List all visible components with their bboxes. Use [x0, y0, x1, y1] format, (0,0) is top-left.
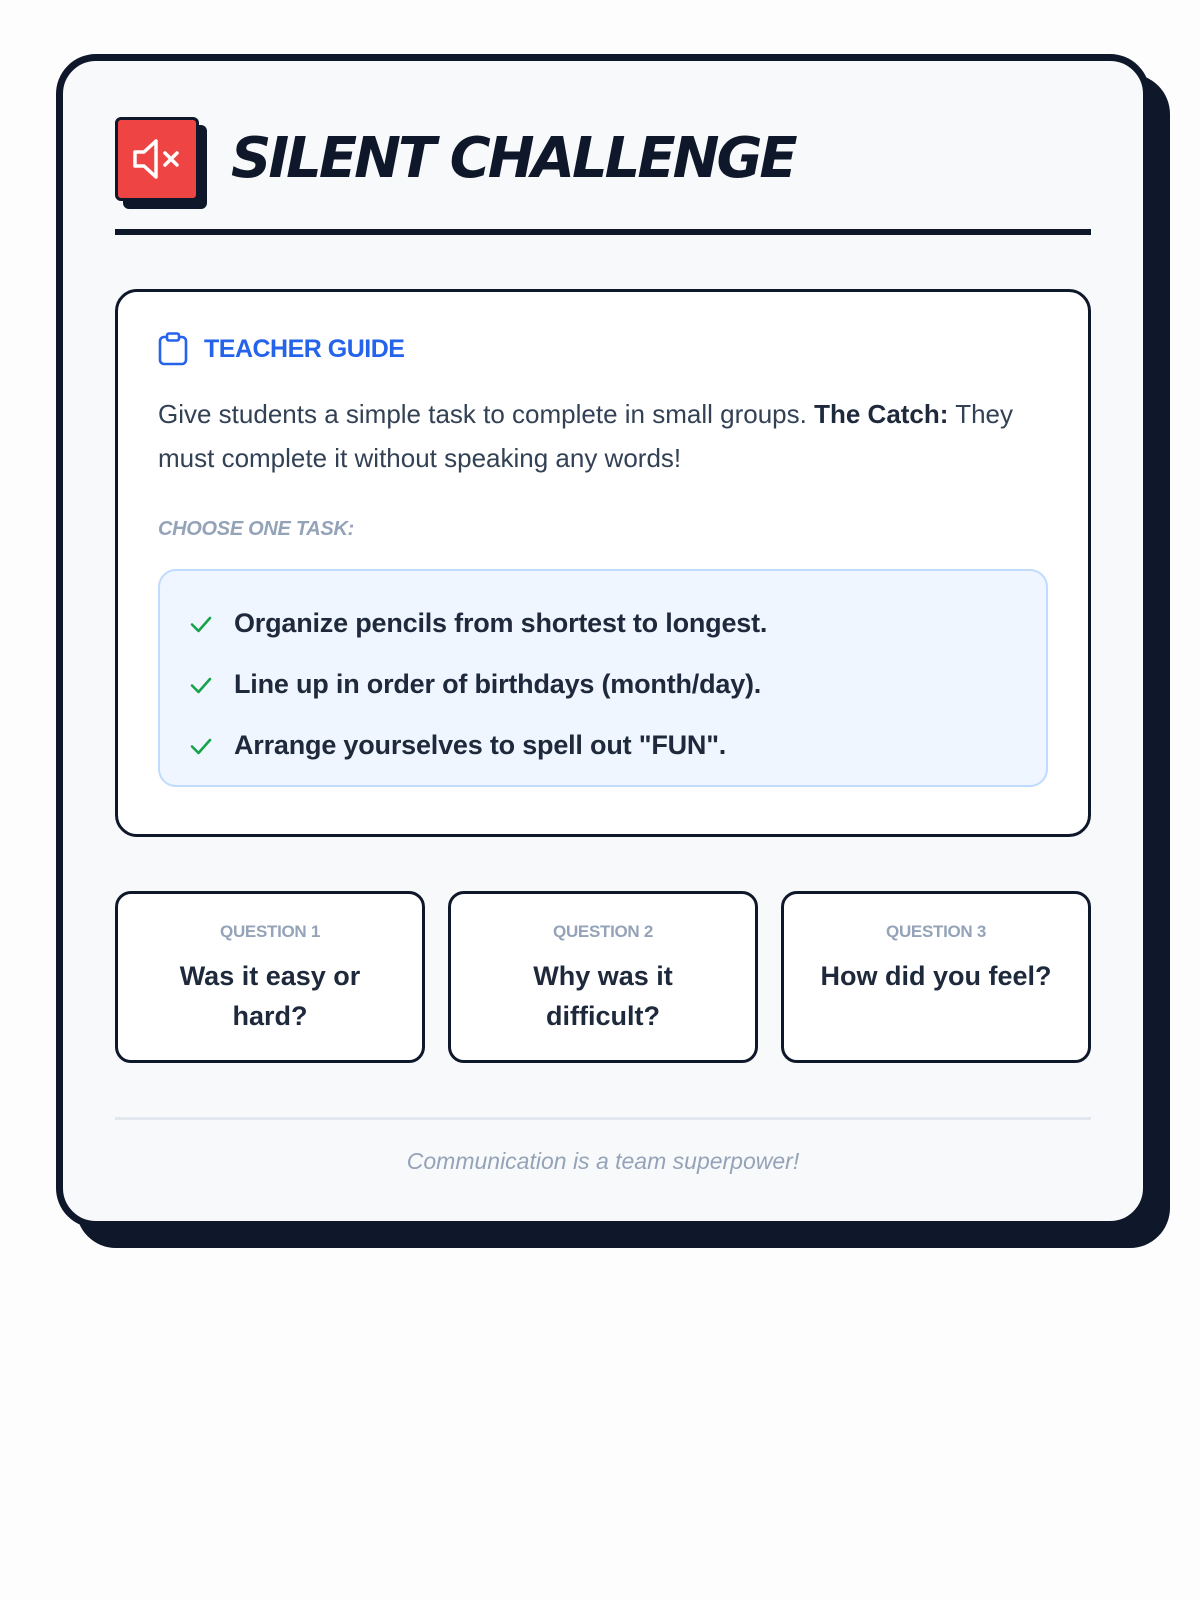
footer-divider [115, 1117, 1091, 1120]
check-icon [188, 672, 214, 698]
choose-task-label: CHOOSE ONE TASK: [158, 518, 354, 540]
teacher-guide-panel [115, 289, 1091, 837]
question-text: How did you feel? [820, 961, 1052, 991]
task-list [158, 569, 1048, 787]
question-label: QUESTION 3 [886, 922, 986, 941]
task-text: Organize pencils from shortest to longest. [234, 608, 768, 638]
card-header [115, 115, 1091, 203]
clipboard-icon [158, 332, 188, 366]
catch-label: The Catch: [814, 399, 949, 429]
question-text: Was it easy or hard? [179, 961, 361, 1031]
challenge-card [56, 54, 1150, 1228]
teacher-guide-header [158, 332, 1048, 366]
page-title: SILENT CHALLENGE [231, 126, 795, 191]
task-text: Arrange yourselves to spell out "FUN". [234, 730, 727, 760]
question-label: QUESTION 2 [553, 922, 653, 941]
list-item [188, 715, 1018, 776]
list-item [188, 654, 1018, 715]
check-icon [188, 611, 214, 637]
questions-row [115, 891, 1091, 1063]
question-text: Why was it difficult? [533, 961, 673, 1031]
guide-intro: Give students a simple task to complete in small groups. [158, 399, 807, 429]
question-card-2 [448, 891, 758, 1063]
list-item [188, 593, 1018, 654]
catch-text: They must complete it without speaking any words! [158, 399, 1014, 473]
task-text: Line up in order of birthdays (month/day). [234, 669, 762, 699]
question-card-1 [115, 891, 425, 1063]
question-card-3 [781, 891, 1091, 1063]
footer-tagline: Communication is a team superpower! [406, 1148, 800, 1174]
volume-mute-icon [115, 117, 199, 201]
check-icon [188, 733, 214, 759]
question-label: QUESTION 1 [220, 922, 320, 941]
guide-instructions [158, 392, 1048, 480]
header-divider [115, 229, 1091, 235]
teacher-guide-label: TEACHER GUIDE [204, 334, 405, 363]
